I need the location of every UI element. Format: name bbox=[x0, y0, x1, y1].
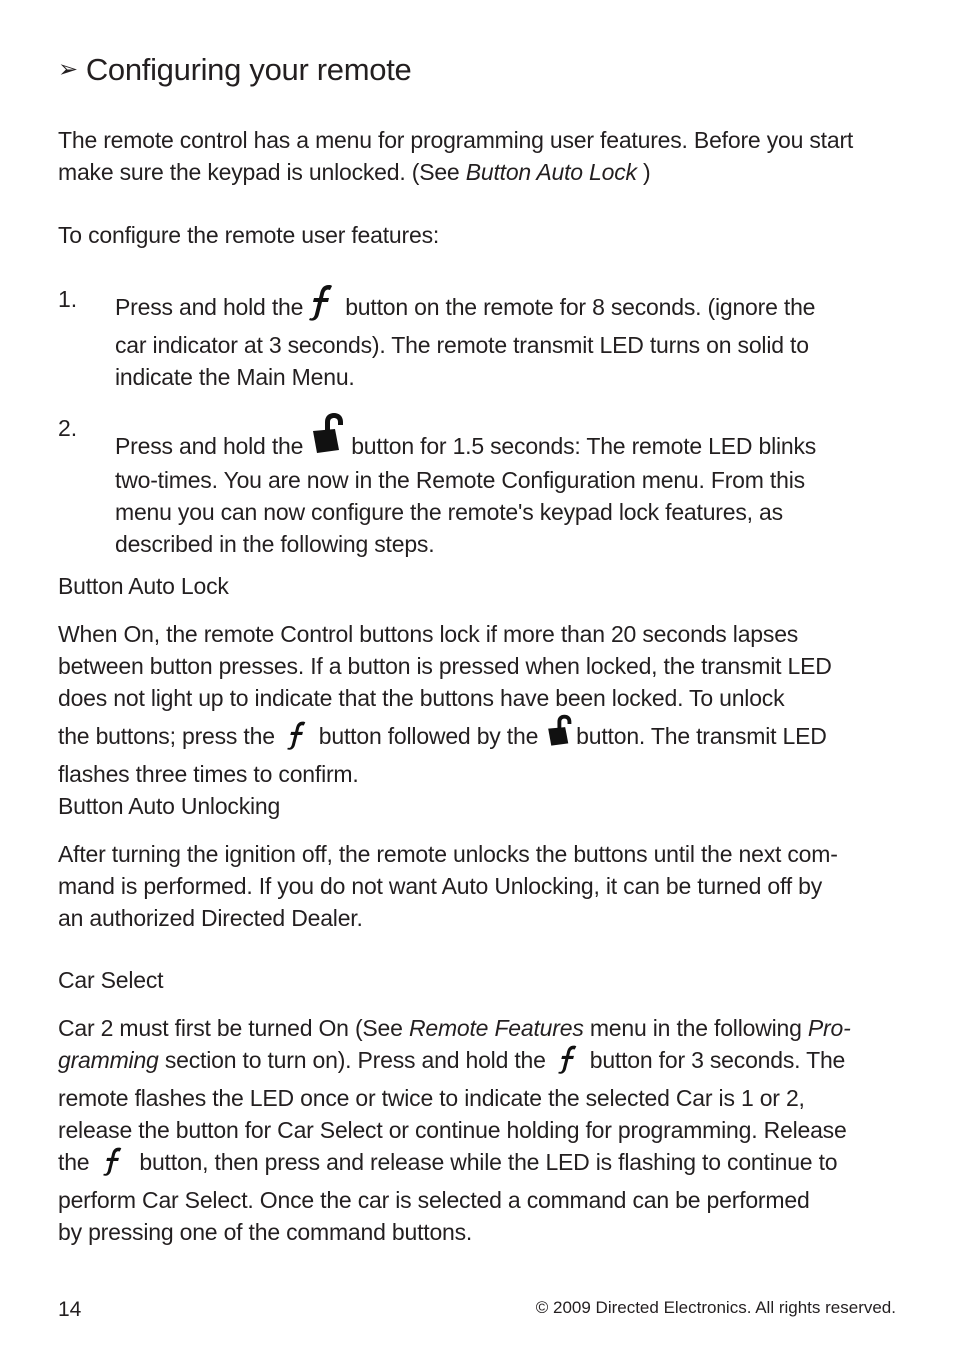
auto-lock-paragraph: When On, the remote Control buttons lock if more than 20 seconds lapses between button presses. If a button is pressed when locked, the transmit LED does not light up to indicate that the buttons have been locked. To unlock the buttons; press the button followed by the button. The transmit LED flashes three times to confirm. bbox=[58, 621, 832, 787]
function-button-icon bbox=[558, 1044, 582, 1082]
unlock-button-icon bbox=[309, 412, 345, 464]
intro-line: The remote control has a menu for programming user features. Before you start bbox=[58, 127, 854, 153]
function-button-icon bbox=[309, 283, 339, 329]
function-button-icon bbox=[287, 720, 311, 758]
auto-unlock-paragraph: After turning the ignition off, the remote unlocks the buttons until the next com- mand is performed. If you do not want Auto Unlocking, it can be turned off by an authorized Directed Dealer. bbox=[58, 841, 838, 931]
copyright-notice: © 2009 Directed Electronics. All rights reserved. bbox=[535, 1298, 896, 1317]
car-select-heading: Car Select bbox=[58, 967, 164, 993]
configure-heading: To configure the remote user features: bbox=[58, 222, 440, 248]
step-2-text: Press and hold the button for 1.5 seconds: The remote LED blinks two-times. You are now in the Remote Configuration menu. From this menu you can now configure the remote's keypad lock features, as described in the following steps. bbox=[115, 412, 885, 560]
arrow-bullet-icon: ➢ bbox=[58, 56, 78, 83]
page-title bbox=[58, 52, 411, 88]
intro-paragraph bbox=[58, 124, 908, 188]
function-button-icon bbox=[103, 1146, 127, 1184]
page-number: 14 bbox=[58, 1298, 82, 1321]
car-select-paragraph: Car 2 must first be turned On (See Remote Features menu in the following Pro- gramming section to turn on). Press and hold the button for 3 seconds. The remote flashes the LED once or twice to indicate the selected Car is 1 or 2, release the button for Car Select or continue holding for programming. Release the button, then press and release while the LED is flashing to continue to perform Car Select. Once the car is selected a command can be performed by pressing one of the command buttons. bbox=[58, 1015, 851, 1245]
intro-line: make sure the keypad is unlocked. (See Button Auto Lock ) bbox=[58, 159, 651, 185]
unlock-button-icon bbox=[544, 714, 574, 756]
page-title-text: Configuring your remote bbox=[85, 52, 412, 87]
step-number: 1. bbox=[58, 286, 78, 312]
step-number: 2. bbox=[58, 415, 78, 441]
intro-reference: Button Auto Lock bbox=[465, 159, 637, 185]
auto-unlock-heading: Button Auto Unlocking bbox=[58, 793, 281, 819]
step-1-text: Press and hold the button on the remote for 8 seconds. (ignore the car indicator at 3 seconds). The remote transmit LED turns on solid to indicate the Main Menu. bbox=[115, 283, 885, 393]
auto-lock-heading: Button Auto Lock bbox=[58, 573, 229, 599]
